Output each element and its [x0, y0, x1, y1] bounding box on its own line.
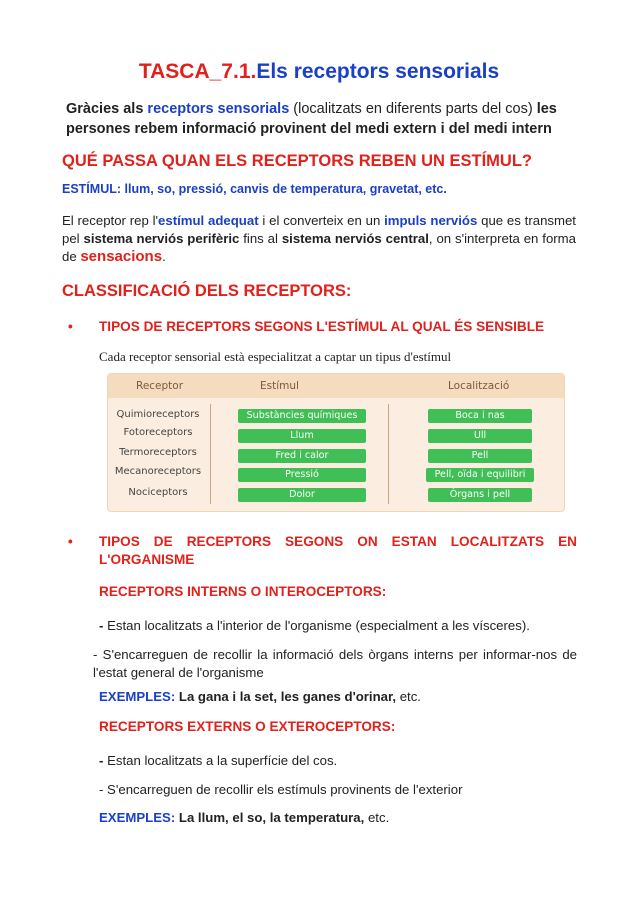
title-text: Els receptors sensorials: [256, 60, 500, 83]
bullet-dot: •: [68, 534, 73, 549]
interoceptors-line1: [99, 617, 577, 635]
row-location: Ull: [428, 429, 532, 443]
para-b: estímul adequat: [158, 213, 259, 228]
intro-part4: les persones rebem informació provinent del medi extern i del medi intern: [66, 101, 557, 137]
header-location: Localització: [448, 380, 510, 392]
examples-bold: La llum, el so, la temperatura,: [175, 810, 365, 825]
row-receptor: Fotoreceptors: [123, 427, 193, 438]
intro-highlight: receptors sensorials: [147, 101, 290, 117]
para-d: impuls nerviós: [384, 213, 478, 228]
para-c: i el converteix en un: [258, 213, 385, 228]
row-stimulus: Fred i calor: [238, 449, 366, 463]
para-j: sensacions: [80, 248, 163, 265]
exteroceptors-examples: [99, 810, 389, 825]
intro-paragraph: [66, 99, 578, 139]
heading-classification: CLASSIFICACIÓ DELS RECEPTORS:: [62, 282, 352, 300]
examples-bold: La gana i la set, les ganes d'orinar,: [175, 689, 397, 704]
dash: -: [99, 618, 108, 633]
interoceptors-line1-text: Estan localitzats a l'interior de l'organisme (especialment a les vísceres).: [107, 618, 530, 633]
examples-rest: etc.: [396, 689, 421, 704]
row-receptor: Quimioreceptors: [116, 409, 200, 420]
para-a: El receptor rep l': [62, 213, 159, 228]
bullet-dot: •: [68, 319, 73, 334]
exteroceptors-heading: RECEPTORS EXTERNS O EXTEROCEPTORS:: [99, 719, 396, 734]
para-e: que es transmet pel: [62, 213, 576, 246]
row-stimulus: Dolor: [238, 488, 366, 502]
receptor-table: [107, 373, 565, 512]
para-g: fins al: [239, 231, 282, 246]
interoceptors-line2: - S'encarreguen de recollir la informació dels òrgans interns per informar-nos de l'estat general de l'organisme: [93, 647, 577, 680]
bullet-by-stimulus: [62, 318, 577, 336]
row-receptor: Mecanoreceptors: [114, 466, 202, 477]
row-location: Pell: [428, 449, 532, 463]
para-h: sistema nerviós central: [281, 231, 429, 246]
para-f: sistema nerviós perifèric: [83, 231, 240, 246]
examples-label: EXEMPLES:: [99, 810, 176, 825]
row-stimulus: Pressió: [238, 468, 366, 482]
page-title: [0, 60, 638, 84]
table-caption: Cada receptor sensorial està especialitzat a captar un tipus d'estímul: [99, 349, 452, 364]
interoceptors-heading: RECEPTORS INTERNS O INTEROCEPTORS:: [99, 584, 387, 599]
row-receptor: Termoreceptors: [119, 447, 197, 458]
heading-stimulus: QUÉ PASSA QUAN ELS RECEPTORS REBEN UN ESTÍMUL?: [62, 152, 532, 170]
row-location: Boca i nas: [428, 409, 532, 423]
para-k: .: [162, 249, 166, 264]
row-stimulus: Substàncies químiques: [238, 409, 366, 423]
exteroceptors-line2: - S'encarreguen de recollir els estímuls provinents de l'exterior: [99, 782, 463, 797]
header-receptor: Receptor: [136, 380, 184, 392]
examples-label: EXEMPLES:: [99, 689, 176, 704]
para-i: , on s'interpreta en forma de: [62, 231, 576, 264]
examples-rest: etc.: [364, 810, 390, 825]
exteroceptors-line1: [99, 752, 577, 770]
title-prefix: TASCA_7.1.: [138, 60, 257, 83]
stimulus-paragraph: [62, 212, 576, 266]
intro-part3: (localitzats en diferents parts del cos): [289, 101, 537, 117]
intro-part1: Gràcies als: [66, 101, 148, 117]
column-divider: [210, 404, 211, 504]
table-header: [108, 374, 564, 398]
bullet-text: TIPOS DE RECEPTORS SEGONS ON ESTAN LOCALITZATS EN L'ORGANISME: [99, 534, 577, 567]
bullet-text: TIPOS DE RECEPTORS SEGONS L'ESTÍMUL AL QUAL ÉS SENSIBLE: [99, 319, 545, 334]
row-receptor: Nociceptors: [128, 487, 188, 498]
header-stimulus: Estímul: [260, 380, 299, 392]
row-location: Pell, oïda i equilibri: [426, 468, 534, 482]
stimulus-line: ESTÍMUL: llum, so, pressió, canvis de temperatura, gravetat, etc.: [62, 182, 447, 196]
column-divider: [388, 404, 389, 504]
row-stimulus: Llum: [238, 429, 366, 443]
bullet-by-location: [62, 533, 577, 569]
row-location: Òrgans i pell: [428, 488, 532, 502]
interoceptors-examples: [99, 689, 421, 704]
exteroceptors-line1-text: Estan localitzats a la superfície del cos.: [107, 753, 338, 768]
dash: -: [99, 753, 108, 768]
